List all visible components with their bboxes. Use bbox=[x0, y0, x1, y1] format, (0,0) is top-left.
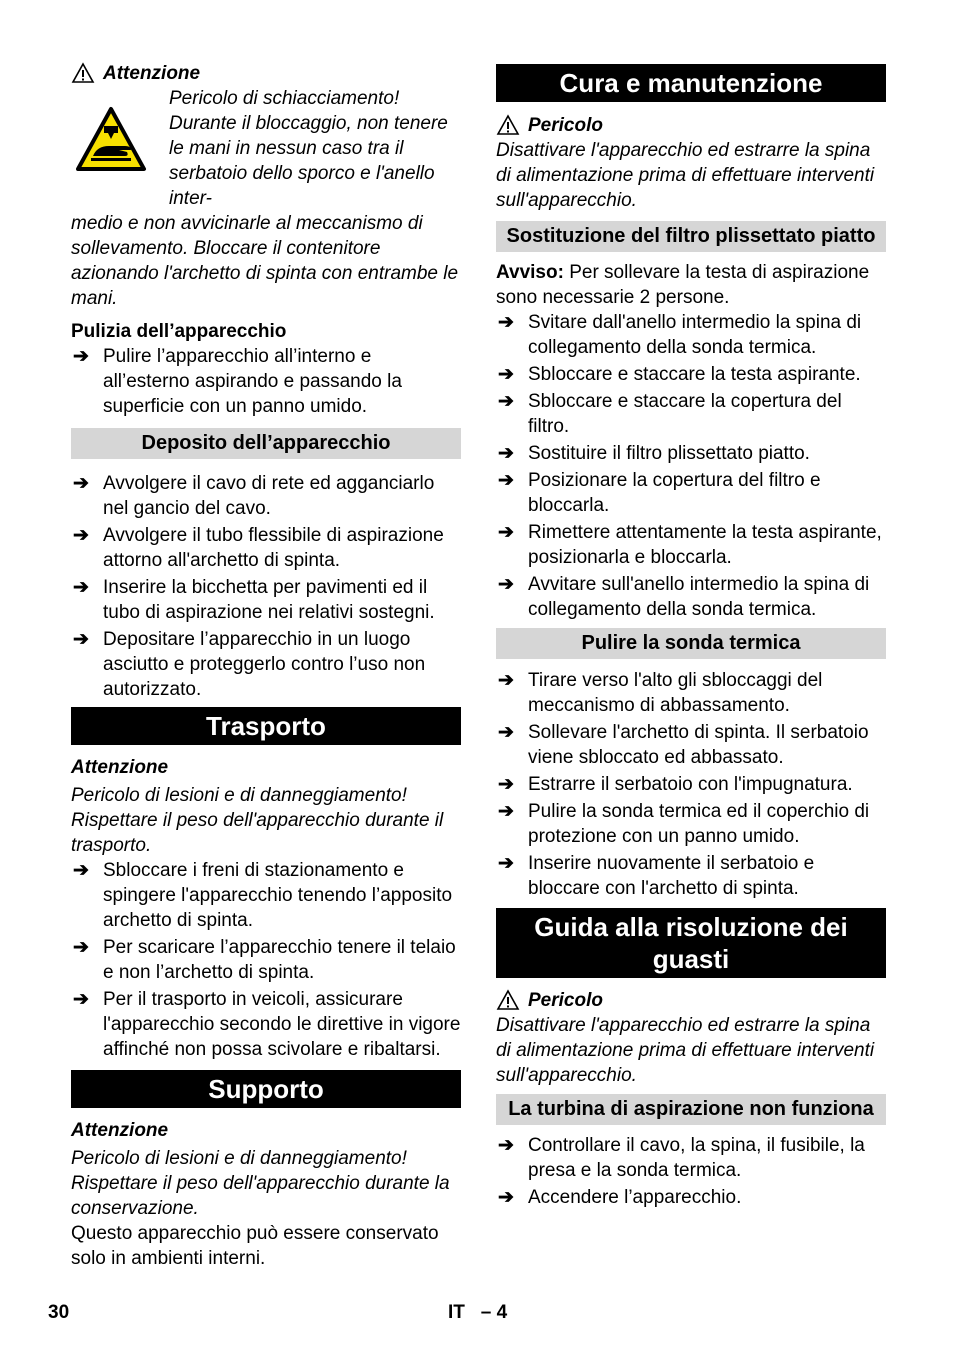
list-item: ➔ Tirare verso l'alto gli sbloccaggi del meccanismo di abbassamento. bbox=[498, 670, 823, 716]
list-item: ➔ Controllare il cavo, la spina, il fusibile, la presa e la sonda termica. bbox=[498, 1135, 865, 1181]
section-title-filter: Sostituzione del filtro plissettato piatto bbox=[496, 221, 886, 252]
list-item: ➔ Avvitare sull'anello intermedio la spina di collegamento della sonda termica. bbox=[498, 574, 870, 620]
list-item: ➔ Estrarre il serbatoio con l'impugnatura. bbox=[498, 774, 853, 795]
warning-triangle-icon bbox=[496, 989, 520, 1011]
arrow-right-icon: ➔ bbox=[73, 346, 89, 367]
filter-notice: Avviso: Per sollevare la testa di aspirazione sono necessarie 2 persone. bbox=[496, 262, 870, 308]
arrow-right-icon: ➔ bbox=[73, 525, 89, 546]
arrow-right-icon: ➔ bbox=[73, 473, 89, 494]
transport-warning-heading: Attenzione bbox=[71, 757, 169, 778]
list-item: ➔ Inserire la bicchetta per pavimenti ed il tubo di aspirazione nei relativi sostegni. bbox=[73, 577, 435, 623]
storage-steps bbox=[71, 471, 461, 702]
arrow-right-icon: ➔ bbox=[73, 989, 89, 1010]
turbine-steps bbox=[496, 1133, 886, 1210]
arrow-right-icon: ➔ bbox=[498, 391, 514, 412]
probe-steps bbox=[496, 668, 886, 901]
transport-warning-text: Pericolo di lesioni e di danneggiamento! Rispettare il peso dell'apparecchio durante il trasporto. bbox=[71, 785, 444, 856]
section-title-turbine: La turbina di aspirazione non funziona bbox=[496, 1094, 886, 1125]
troubleshooting-danger-heading: Pericolo bbox=[496, 987, 886, 1013]
warning-triangle-icon bbox=[71, 62, 95, 84]
warning-triangle-icon bbox=[496, 114, 520, 136]
crush-warning bbox=[71, 60, 461, 311]
support-warning-text: Pericolo di lesioni e di danneggiamento! Rispettare il peso dell'apparecchio durante la conservazione. bbox=[71, 1148, 450, 1219]
list-item: ➔ Per scaricare l’apparecchio tenere il telaio e non l’archetto di spinta. bbox=[73, 937, 456, 983]
cleaning-heading: Pulizia dell’apparecchio bbox=[71, 321, 287, 342]
arrow-right-icon: ➔ bbox=[73, 577, 89, 598]
section-title-transport: Trasporto bbox=[71, 707, 461, 745]
list-item: ➔ Sbloccare e staccare la copertura del filtro. bbox=[498, 391, 842, 437]
list-item: ➔ Sbloccare i freni di stazionamento e spingere l'apparecchio tenendo l’apposito archetto di spinta. bbox=[73, 860, 453, 931]
support-warning-heading: Attenzione bbox=[71, 1120, 169, 1141]
support-text: Questo apparecchio può essere conservato solo in ambienti interni. bbox=[71, 1223, 439, 1269]
language-page-label: IT – 4 bbox=[448, 1302, 508, 1323]
list-item: ➔ Avvolgere il cavo di rete ed agganciarlo nel gancio del cavo. bbox=[73, 473, 435, 519]
list-item: ➔ Sostituire il filtro plissettato piatto. bbox=[498, 443, 810, 464]
care-danger-text: Disattivare l'apparecchio ed estrarre la spina di alimentazione prima di effettuare interventi sull'apparecchio. bbox=[496, 140, 875, 211]
arrow-right-icon: ➔ bbox=[498, 774, 514, 795]
page-number: 30 bbox=[48, 1302, 70, 1323]
list-item: ➔ Rimettere attentamente la testa aspirante, posizionarla e bloccarla. bbox=[498, 522, 882, 568]
warning-text-continued: medio e non avvicinarle al meccanismo di sollevamento. Bloccare il contenitore azionando l'archetto di spinta con entrambe le mani. bbox=[71, 213, 459, 309]
arrow-right-icon: ➔ bbox=[498, 670, 514, 691]
arrow-right-icon: ➔ bbox=[498, 1187, 514, 1208]
list-item: ➔ Accendere l’apparecchio. bbox=[498, 1187, 742, 1208]
warning-text: Pericolo di schiacciamento! Durante il bloccaggio, non tenere le mani in nessun caso tra il serbatoio dello sporco e l'anello inter- bbox=[169, 88, 448, 209]
arrow-right-icon: ➔ bbox=[498, 801, 514, 822]
cleaning-steps bbox=[71, 344, 461, 419]
arrow-right-icon: ➔ bbox=[498, 470, 514, 491]
section-title-storage: Deposito dell’apparecchio bbox=[71, 428, 461, 459]
care-danger-heading: Pericolo bbox=[496, 112, 886, 138]
notice-label: Avviso: bbox=[496, 262, 564, 283]
arrow-right-icon: ➔ bbox=[73, 937, 89, 958]
arrow-right-icon: ➔ bbox=[498, 1135, 514, 1156]
list-item: ➔ Sbloccare e staccare la testa aspirante. bbox=[498, 364, 861, 385]
list-item: ➔ Pulire l’apparecchio all’interno e all’esterno aspirando e passando la superficie con un panno umido. bbox=[73, 346, 402, 417]
list-item: ➔ Depositare l’apparecchio in un luogo asciutto e proteggerlo contro l’uso non autorizzato. bbox=[73, 629, 426, 700]
arrow-right-icon: ➔ bbox=[498, 574, 514, 595]
page-footer bbox=[48, 1300, 518, 1324]
arrow-right-icon: ➔ bbox=[498, 522, 514, 543]
section-title-support: Supporto bbox=[71, 1070, 461, 1108]
list-item: ➔ Svitare dall'anello intermedio la spina di collegamento della sonda termica. bbox=[498, 312, 862, 358]
troubleshooting-danger-text: Disattivare l'apparecchio ed estrarre la spina di alimentazione prima di effettuare interventi sull'apparecchio. bbox=[496, 1015, 875, 1086]
arrow-right-icon: ➔ bbox=[498, 364, 514, 385]
warning-heading: Attenzione bbox=[71, 60, 461, 86]
filter-steps bbox=[496, 310, 886, 622]
list-item: ➔ Posizionare la copertura del filtro e bloccarla. bbox=[498, 470, 821, 516]
arrow-right-icon: ➔ bbox=[498, 443, 514, 464]
list-item: ➔ Per il trasporto in veicoli, assicurare l'apparecchio secondo le direttive in vigore affinché non possa scivolare e ribaltarsi. bbox=[73, 989, 461, 1060]
list-item: ➔ Avvolgere il tubo flessibile di aspirazione attorno all'archetto di spinta. bbox=[73, 525, 444, 571]
arrow-right-icon: ➔ bbox=[73, 860, 89, 881]
transport-steps bbox=[71, 858, 461, 1062]
arrow-right-icon: ➔ bbox=[498, 853, 514, 874]
hand-crush-hazard-icon bbox=[75, 106, 147, 172]
list-item: ➔ Inserire nuovamente il serbatoio e bloccare con l'archetto di spinta. bbox=[498, 853, 815, 899]
arrow-right-icon: ➔ bbox=[498, 722, 514, 743]
section-title-care: Cura e manutenzione bbox=[496, 64, 886, 102]
right-column bbox=[496, 64, 886, 1212]
list-item: ➔ Sollevare l'archetto di spinta. Il serbatoio viene sbloccato ed abbassato. bbox=[498, 722, 869, 768]
left-column bbox=[71, 60, 461, 1271]
arrow-right-icon: ➔ bbox=[73, 629, 89, 650]
arrow-right-icon: ➔ bbox=[498, 312, 514, 333]
section-title-troubleshooting: Guida alla risoluzione dei guasti bbox=[496, 908, 886, 978]
section-title-probe: Pulire la sonda termica bbox=[496, 628, 886, 659]
list-item: ➔ Pulire la sonda termica ed il coperchio di protezione con un panno umido. bbox=[498, 801, 870, 847]
